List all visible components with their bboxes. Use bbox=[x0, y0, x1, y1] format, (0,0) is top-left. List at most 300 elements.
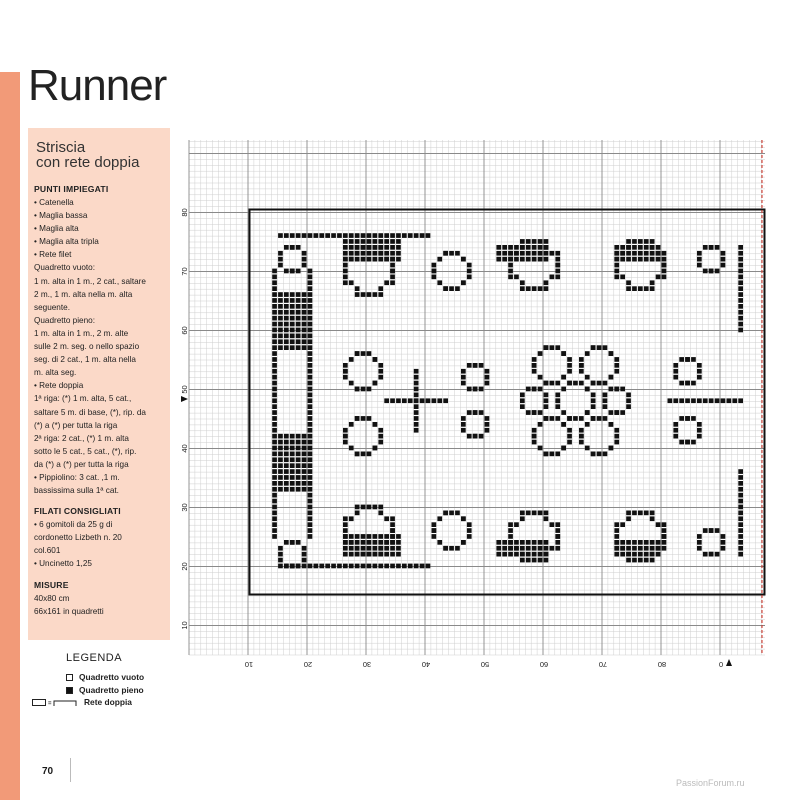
filled-cell bbox=[296, 434, 301, 439]
filled-cell bbox=[544, 280, 549, 285]
filled-cell bbox=[284, 564, 289, 569]
filled-cell bbox=[331, 233, 336, 238]
filled-cell bbox=[603, 381, 608, 386]
x-tick-label: 80 bbox=[657, 660, 667, 669]
filled-cell bbox=[373, 505, 378, 510]
filled-cell bbox=[455, 546, 460, 551]
filled-cell bbox=[302, 304, 307, 309]
filled-cell bbox=[355, 239, 360, 244]
filled-cell bbox=[331, 564, 336, 569]
filled-cell bbox=[656, 257, 661, 262]
filled-cell bbox=[738, 516, 743, 521]
filled-cell bbox=[308, 469, 313, 474]
filled-cell bbox=[626, 393, 631, 398]
filled-cell bbox=[626, 251, 631, 256]
filled-cell bbox=[520, 511, 525, 516]
filled-cell bbox=[614, 434, 619, 439]
filled-cell bbox=[656, 245, 661, 250]
filled-cell bbox=[514, 275, 519, 280]
filled-cell bbox=[378, 440, 383, 445]
filled-cell bbox=[296, 564, 301, 569]
filled-cell bbox=[302, 440, 307, 445]
filled-cell bbox=[738, 552, 743, 557]
filled-cell bbox=[355, 257, 360, 262]
filled-cell bbox=[614, 245, 619, 250]
filled-cell bbox=[367, 292, 372, 297]
filled-cell bbox=[520, 404, 525, 409]
filled-cell bbox=[479, 410, 484, 415]
filled-cell bbox=[673, 375, 678, 380]
filled-cell bbox=[355, 511, 360, 516]
filled-cell bbox=[272, 511, 277, 516]
filled-cell bbox=[290, 328, 295, 333]
filled-cell bbox=[414, 422, 419, 427]
filled-cell bbox=[355, 546, 360, 551]
filled-cell bbox=[715, 245, 720, 250]
filled-cell bbox=[620, 387, 625, 392]
filled-cell bbox=[532, 410, 537, 415]
filled-cell bbox=[284, 457, 289, 462]
filled-cell bbox=[520, 286, 525, 291]
filled-cell bbox=[514, 257, 519, 262]
filled-cell bbox=[284, 440, 289, 445]
y-tick-label: 80 bbox=[180, 208, 189, 217]
filled-cell bbox=[526, 511, 531, 516]
filled-cell bbox=[496, 546, 501, 551]
filled-cell bbox=[302, 546, 307, 551]
filled-cell bbox=[278, 558, 283, 563]
filled-cell bbox=[278, 469, 283, 474]
page-title: Runner bbox=[28, 61, 167, 110]
filled-cell bbox=[355, 245, 360, 250]
filled-cell bbox=[473, 363, 478, 368]
y-axis-ticks bbox=[180, 208, 189, 629]
filled-cell bbox=[284, 434, 289, 439]
filled-cell bbox=[367, 387, 372, 392]
y-tick-label: 30 bbox=[180, 503, 189, 512]
filled-cell bbox=[284, 316, 289, 321]
filled-cell bbox=[373, 357, 378, 362]
filled-cell bbox=[302, 316, 307, 321]
filled-cell bbox=[278, 457, 283, 462]
filled-cell bbox=[272, 487, 277, 492]
points-line: 1 m. alta in 1 m., 2 m. alte bbox=[34, 328, 129, 338]
filled-cell bbox=[626, 546, 631, 551]
filled-cell bbox=[378, 245, 383, 250]
filled-cell bbox=[378, 251, 383, 256]
filled-cell bbox=[278, 304, 283, 309]
filled-cell bbox=[467, 269, 472, 274]
filled-cell bbox=[361, 351, 366, 356]
filled-cell bbox=[390, 239, 395, 244]
full-square-icon bbox=[66, 687, 73, 694]
filled-cell bbox=[396, 239, 401, 244]
x-tick-label: 70 bbox=[598, 660, 608, 669]
filled-cell bbox=[373, 552, 378, 557]
filled-cell bbox=[278, 434, 283, 439]
filled-cell bbox=[378, 540, 383, 545]
filled-cell bbox=[272, 316, 277, 321]
filled-cell bbox=[290, 452, 295, 457]
points-line: • Pippiolino: 3 cat. ,1 m. bbox=[34, 472, 120, 482]
filled-cell bbox=[561, 446, 566, 451]
filled-cell bbox=[367, 534, 372, 539]
filled-cell bbox=[638, 239, 643, 244]
filled-cell bbox=[620, 546, 625, 551]
filled-cell bbox=[520, 398, 525, 403]
filled-cell bbox=[384, 233, 389, 238]
filled-cell bbox=[343, 363, 348, 368]
filled-cell bbox=[378, 369, 383, 374]
filled-cell bbox=[544, 345, 549, 350]
filled-cell bbox=[343, 528, 348, 533]
filled-cell bbox=[614, 263, 619, 268]
filled-cell bbox=[349, 546, 354, 551]
filled-cell bbox=[402, 233, 407, 238]
filled-cell bbox=[567, 381, 572, 386]
filled-cell bbox=[308, 339, 313, 344]
filled-cell bbox=[390, 233, 395, 238]
filled-cell bbox=[361, 452, 366, 457]
points-line: sotto le 5 cat., 5 cat., (*), rip. bbox=[34, 446, 137, 456]
filled-cell bbox=[520, 546, 525, 551]
filled-cell bbox=[620, 275, 625, 280]
filled-cell bbox=[284, 245, 289, 250]
filled-cell bbox=[290, 345, 295, 350]
panel-title-line2: con rete doppia bbox=[36, 154, 140, 171]
filled-cell bbox=[526, 286, 531, 291]
filled-cell bbox=[555, 540, 560, 545]
filled-cell bbox=[325, 564, 330, 569]
filled-cell bbox=[715, 398, 720, 403]
filled-cell bbox=[697, 369, 702, 374]
filled-cell bbox=[626, 404, 631, 409]
filled-cell bbox=[367, 552, 372, 557]
filled-cell bbox=[296, 245, 301, 250]
filled-cell bbox=[555, 269, 560, 274]
filled-cell bbox=[620, 410, 625, 415]
filled-cell bbox=[290, 434, 295, 439]
filled-cell bbox=[567, 440, 572, 445]
watermark: PassionForum.ru bbox=[676, 778, 745, 788]
filled-cell bbox=[685, 416, 690, 421]
filled-cell bbox=[390, 280, 395, 285]
filled-cell bbox=[343, 564, 348, 569]
filled-cell bbox=[697, 257, 702, 262]
filled-cell bbox=[697, 540, 702, 545]
filled-cell bbox=[609, 375, 614, 380]
filled-cell bbox=[455, 286, 460, 291]
filled-cell bbox=[437, 516, 442, 521]
filled-cell bbox=[308, 334, 313, 339]
filled-cell bbox=[538, 239, 543, 244]
filled-cell bbox=[449, 286, 454, 291]
filled-cell bbox=[614, 410, 619, 415]
filled-cell bbox=[532, 434, 537, 439]
filled-cell bbox=[626, 516, 631, 521]
filled-cell bbox=[278, 233, 283, 238]
filled-cell bbox=[461, 369, 466, 374]
filled-cell bbox=[585, 410, 590, 415]
filled-cell bbox=[361, 239, 366, 244]
filled-cell bbox=[579, 416, 584, 421]
filled-cell bbox=[526, 245, 531, 250]
filled-cell bbox=[544, 393, 549, 398]
filled-cell bbox=[479, 363, 484, 368]
filled-cell bbox=[308, 322, 313, 327]
filled-cell bbox=[709, 269, 714, 274]
filled-cell bbox=[408, 398, 413, 403]
filled-cell bbox=[272, 410, 277, 415]
filled-cell bbox=[679, 416, 684, 421]
filled-cell bbox=[697, 251, 702, 256]
filled-cell bbox=[396, 534, 401, 539]
filled-cell bbox=[290, 540, 295, 545]
filled-cell bbox=[296, 298, 301, 303]
filled-cell bbox=[302, 457, 307, 462]
filled-cell bbox=[738, 511, 743, 516]
filled-cell bbox=[496, 552, 501, 557]
filled-cell bbox=[626, 286, 631, 291]
filled-cell bbox=[555, 275, 560, 280]
filled-cell bbox=[544, 239, 549, 244]
filled-cell bbox=[414, 375, 419, 380]
filled-cell bbox=[561, 410, 566, 415]
filled-cell bbox=[532, 286, 537, 291]
filled-cell bbox=[656, 522, 661, 527]
filled-cell bbox=[414, 398, 419, 403]
filled-cell bbox=[638, 540, 643, 545]
filled-cell bbox=[597, 345, 602, 350]
filled-cell bbox=[308, 422, 313, 427]
filled-cell bbox=[272, 446, 277, 451]
filled-cell bbox=[461, 428, 466, 433]
filled-cell bbox=[485, 416, 490, 421]
filled-cell bbox=[538, 251, 543, 256]
filled-cell bbox=[544, 516, 549, 521]
filled-cell bbox=[272, 304, 277, 309]
filled-cell bbox=[532, 257, 537, 262]
filled-cell bbox=[473, 410, 478, 415]
filled-cell bbox=[373, 381, 378, 386]
instructions-panel bbox=[28, 128, 170, 640]
filled-cell bbox=[603, 404, 608, 409]
filled-cell bbox=[284, 292, 289, 297]
filled-cell bbox=[679, 398, 684, 403]
filled-cell bbox=[555, 393, 560, 398]
filled-cell bbox=[508, 540, 513, 545]
filled-cell bbox=[373, 546, 378, 551]
filled-cell bbox=[390, 546, 395, 551]
filled-cell bbox=[691, 440, 696, 445]
panel-title bbox=[36, 140, 164, 170]
filled-cell bbox=[738, 263, 743, 268]
filled-cell bbox=[278, 463, 283, 468]
filled-cell bbox=[732, 398, 737, 403]
filled-cell bbox=[272, 280, 277, 285]
filled-cell bbox=[272, 422, 277, 427]
filled-cell bbox=[532, 511, 537, 516]
filled-cell bbox=[367, 233, 372, 238]
filled-cell bbox=[308, 280, 313, 285]
filled-cell bbox=[290, 457, 295, 462]
filled-cell bbox=[461, 416, 466, 421]
filled-cell bbox=[662, 540, 667, 545]
filled-cell bbox=[738, 316, 743, 321]
filled-cell bbox=[302, 251, 307, 256]
filled-cell bbox=[614, 440, 619, 445]
filled-cell bbox=[373, 233, 378, 238]
filled-cell bbox=[550, 345, 555, 350]
filled-cell bbox=[290, 339, 295, 344]
filled-cell bbox=[662, 251, 667, 256]
filled-cell bbox=[697, 375, 702, 380]
filled-cell bbox=[296, 452, 301, 457]
filled-cell bbox=[609, 446, 614, 451]
filled-cell bbox=[349, 245, 354, 250]
filled-cell bbox=[290, 269, 295, 274]
filled-cell bbox=[550, 381, 555, 386]
filled-cell bbox=[308, 434, 313, 439]
filled-cell bbox=[343, 434, 348, 439]
filled-cell bbox=[290, 475, 295, 480]
filled-cell bbox=[349, 280, 354, 285]
filled-cell bbox=[514, 540, 519, 545]
filled-cell bbox=[544, 552, 549, 557]
filled-cell bbox=[302, 452, 307, 457]
filled-cell bbox=[272, 528, 277, 533]
filled-cell bbox=[614, 428, 619, 433]
filled-cell bbox=[697, 398, 702, 403]
points-line: 2 m., 1 m. alta nella m. alta bbox=[34, 289, 133, 299]
filled-cell bbox=[479, 434, 484, 439]
points-line: • Maglia alta bbox=[34, 224, 79, 234]
filled-cell bbox=[532, 387, 537, 392]
filled-cell bbox=[679, 381, 684, 386]
filled-cell bbox=[402, 564, 407, 569]
filled-cell bbox=[355, 505, 360, 510]
filled-cell bbox=[449, 251, 454, 256]
filled-cell bbox=[390, 251, 395, 256]
filled-cell bbox=[508, 245, 513, 250]
filled-cell bbox=[308, 275, 313, 280]
filled-cell bbox=[614, 251, 619, 256]
filled-cell bbox=[738, 245, 743, 250]
filled-cell bbox=[290, 245, 295, 250]
x-tick-label: 50 bbox=[480, 660, 490, 669]
filled-cell bbox=[373, 564, 378, 569]
points-line: da (*) a (*) per tutta la riga bbox=[34, 459, 129, 469]
filled-cell bbox=[290, 446, 295, 451]
filled-cell bbox=[349, 422, 354, 427]
filled-cell bbox=[614, 522, 619, 527]
filled-cell bbox=[662, 275, 667, 280]
filled-cell bbox=[284, 339, 289, 344]
filled-cell bbox=[302, 469, 307, 474]
filled-cell bbox=[673, 369, 678, 374]
filled-cell bbox=[432, 398, 437, 403]
filled-cell bbox=[426, 564, 431, 569]
filled-cell bbox=[272, 328, 277, 333]
filled-cell bbox=[349, 381, 354, 386]
filled-cell bbox=[378, 552, 383, 557]
filled-cell bbox=[308, 393, 313, 398]
filled-cell bbox=[373, 422, 378, 427]
filled-cell bbox=[668, 398, 673, 403]
filled-cell bbox=[673, 428, 678, 433]
filled-cell bbox=[461, 422, 466, 427]
double-mesh-icon bbox=[32, 698, 78, 707]
filled-cell bbox=[343, 275, 348, 280]
filled-cell bbox=[308, 487, 313, 492]
filled-cell bbox=[296, 328, 301, 333]
filled-cell bbox=[278, 487, 283, 492]
filled-cell bbox=[308, 369, 313, 374]
filled-cell bbox=[591, 345, 596, 350]
filled-cell bbox=[308, 363, 313, 368]
y-tick-label: 40 bbox=[180, 444, 189, 453]
filled-cell bbox=[585, 446, 590, 451]
filled-cell bbox=[367, 351, 372, 356]
filled-cell bbox=[308, 310, 313, 315]
filled-cell bbox=[591, 452, 596, 457]
filled-cell bbox=[614, 363, 619, 368]
filled-cell bbox=[361, 233, 366, 238]
filled-cell bbox=[284, 233, 289, 238]
filled-cell bbox=[390, 564, 395, 569]
filled-cell bbox=[467, 434, 472, 439]
filled-cell bbox=[555, 404, 560, 409]
filled-cell bbox=[396, 398, 401, 403]
filled-cell bbox=[697, 428, 702, 433]
filled-cell bbox=[738, 534, 743, 539]
filled-cell bbox=[721, 540, 726, 545]
filled-cell bbox=[538, 446, 543, 451]
filled-cell bbox=[709, 245, 714, 250]
filled-cell bbox=[638, 546, 643, 551]
filled-cell bbox=[567, 428, 572, 433]
filled-cell bbox=[437, 257, 442, 262]
filled-cell bbox=[632, 558, 637, 563]
filled-cell bbox=[514, 552, 519, 557]
filled-cell bbox=[272, 298, 277, 303]
filled-cell bbox=[644, 511, 649, 516]
filled-cell bbox=[420, 564, 425, 569]
filled-cell bbox=[567, 416, 572, 421]
filled-cell bbox=[349, 540, 354, 545]
filled-cell bbox=[550, 452, 555, 457]
y-tick-label: 20 bbox=[180, 562, 189, 571]
filled-cell bbox=[721, 546, 726, 551]
filled-cell bbox=[520, 558, 525, 563]
filled-cell bbox=[378, 428, 383, 433]
filled-cell bbox=[579, 428, 584, 433]
filled-cell bbox=[343, 440, 348, 445]
filled-cell bbox=[384, 239, 389, 244]
filled-cell bbox=[597, 452, 602, 457]
legend-double-label: Rete doppia bbox=[84, 697, 132, 707]
y-tick-label: 70 bbox=[180, 267, 189, 276]
filled-cell bbox=[461, 257, 466, 262]
filled-cell bbox=[727, 398, 732, 403]
filled-cell bbox=[343, 522, 348, 527]
filled-cell bbox=[296, 463, 301, 468]
filled-cell bbox=[349, 239, 354, 244]
filled-cell bbox=[626, 257, 631, 262]
filled-cell bbox=[738, 475, 743, 480]
filled-cell bbox=[308, 304, 313, 309]
filled-cell bbox=[709, 528, 714, 533]
